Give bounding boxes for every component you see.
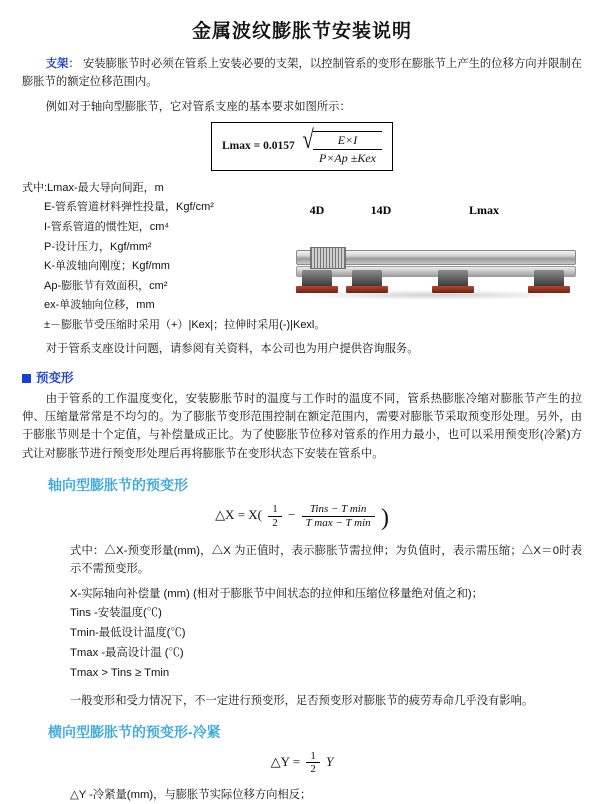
pipe-diagram-dimensions xyxy=(290,203,582,218)
equation-fraction-half: $\frac{1}{2}$ xyxy=(268,503,282,529)
lateral-predeform-heading: 横向型膨胀节的预变形-冷紧 xyxy=(48,723,221,740)
axial-predeform-item: Tmax -最高设计温 (℃) xyxy=(70,647,184,660)
lateral-predeform-equation xyxy=(22,750,582,776)
equation-fraction-temp: Tins − T min T max − T min xyxy=(302,503,375,529)
legend-and-diagram-row xyxy=(22,179,582,336)
bracket-section-closing: 对于管系支座设计问题，请参阅有关资料，本公司也为用户提供咨询服务。 xyxy=(45,342,419,355)
legend-item: ex-单波轴向位移，mm xyxy=(44,299,155,312)
pipe-diagram xyxy=(290,179,582,306)
axial-predeform-note: 一般变形和受力情况下，不一定进行预变形，足否预变形对膨胀节的疲劳寿命几乎没有影响。 xyxy=(70,694,534,707)
lmax-formula-numerator: E×I xyxy=(313,133,382,150)
axial-predeform-heading: 轴向型膨胀节的预变形 xyxy=(48,477,188,493)
legend-item: E-管系管道材料弹性投量，Kgf/cm² xyxy=(44,201,214,214)
legend-item: I-管系管道的惯性矩，cm⁴ xyxy=(44,221,170,234)
legend-item: 式中:Lmax-最大导向间距，m xyxy=(22,181,164,194)
sqrt-icon: √ $\frac{E\times I}{\text{P×Ap ±Kex}}$ xyxy=(301,127,382,166)
axial-predeform-item: X-实际轴向补偿量 (mm) (相对于膨胀节中间状态的拉伸和压缩位移量绝对值之和)； xyxy=(70,587,483,600)
predeform-section-body: 由于管系的工作温度变化，安装膨胀节时的温度与工作时的温度不同，管系热膨胀冷缩对膨胀节产生的拉伸、压缩量常常是不均匀的。为了膨胀节变形范围控制在额定范围内，需要对膨胀节采取预变形处理。另外，由于膨胀节则是十个定值，与补偿量成正比。为了使膨胀节位移对管系的作用力最小，也可以采用预变形(冷紧)方式让对膨胀节进行预变形处理后再将膨胀节在变形状态下安装在管系中。 xyxy=(22,392,582,460)
lmax-formula-left: Lmax = 0.0157 xyxy=(222,140,295,153)
support-block xyxy=(534,270,564,286)
bracket-section-paragraph: 支架： 安装膨胀节时必须在管系上安装必要的支架，以控制管系的变形在膨胀节上产生的位移方向并限制在膨胀节的额定位移范围内。 xyxy=(22,58,582,89)
equation-rhs: Y xyxy=(326,753,334,769)
dimension-label-14d: 14D xyxy=(370,202,392,217)
bracket-section-lead: 例如对于轴向型膨胀节，它对管系支座的基本要求如图所示： xyxy=(45,100,351,113)
blue-square-icon xyxy=(22,374,31,383)
axial-predeform-item: Tmin-最低设计温度(℃) xyxy=(70,627,186,640)
axial-predeform-item: Tmax > Tins ≥ Tmin xyxy=(70,666,170,679)
equation-fraction-half: $\frac{1}{2}$ xyxy=(306,750,320,776)
support-block xyxy=(438,270,468,286)
bracket-section-heading: 支架 xyxy=(45,58,69,70)
equation-lhs: △X = X( xyxy=(215,507,262,523)
support-block xyxy=(302,270,332,286)
lmax-formula-denominator: P×Ap ±Kex xyxy=(318,150,376,165)
legend-item: Ap-膨胀节有效面积，cm² xyxy=(44,279,168,292)
support-block xyxy=(352,270,382,286)
equation-rhs: ) xyxy=(380,505,389,532)
legend-item: K-单波轴向刚度；Kgf/mm xyxy=(44,260,170,273)
lmax-formula xyxy=(22,122,582,171)
equation-minus: − xyxy=(288,507,296,523)
lateral-predeform-where: △Y -冷紧量(mm)，与膨胀节实际位移方向相反； xyxy=(70,789,312,802)
axial-predeform-where: 式中：△X-预变形量(mm)，△X 为正值时，表示膨胀节需拉伸；为负值时，表示需压缩；△X＝0时表示不需预变形。 xyxy=(70,545,582,576)
page-title: 金属波纹膨胀节安装说明 xyxy=(191,21,412,42)
axial-predeform-equation xyxy=(22,503,582,532)
bellow-icon xyxy=(310,247,346,269)
dimension-label-lmax: Lmax xyxy=(469,202,499,217)
equation-lhs: △Y = xyxy=(270,753,301,769)
legend-item: P-设计压力，Kgf/mm² xyxy=(44,240,152,253)
dimension-label-4d: 4D xyxy=(309,202,325,217)
axial-predeform-item: Tins -安装温度(℃) xyxy=(70,607,162,620)
bracket-section-body: 安装膨胀节时必须在管系上安装必要的支架，以控制管系的变形在膨胀节上产生的位移方向并限制在膨胀节的额定位移范围内。 xyxy=(22,58,582,89)
diagram-shadow xyxy=(294,290,578,300)
pipe-illustration xyxy=(290,220,582,306)
predeform-section-heading: 预变形 xyxy=(22,368,582,386)
legend-item: ±－膨胀节受压缩时采用（+）|Kex|；拉伸时采用(-)|Kexl。 xyxy=(44,318,326,331)
